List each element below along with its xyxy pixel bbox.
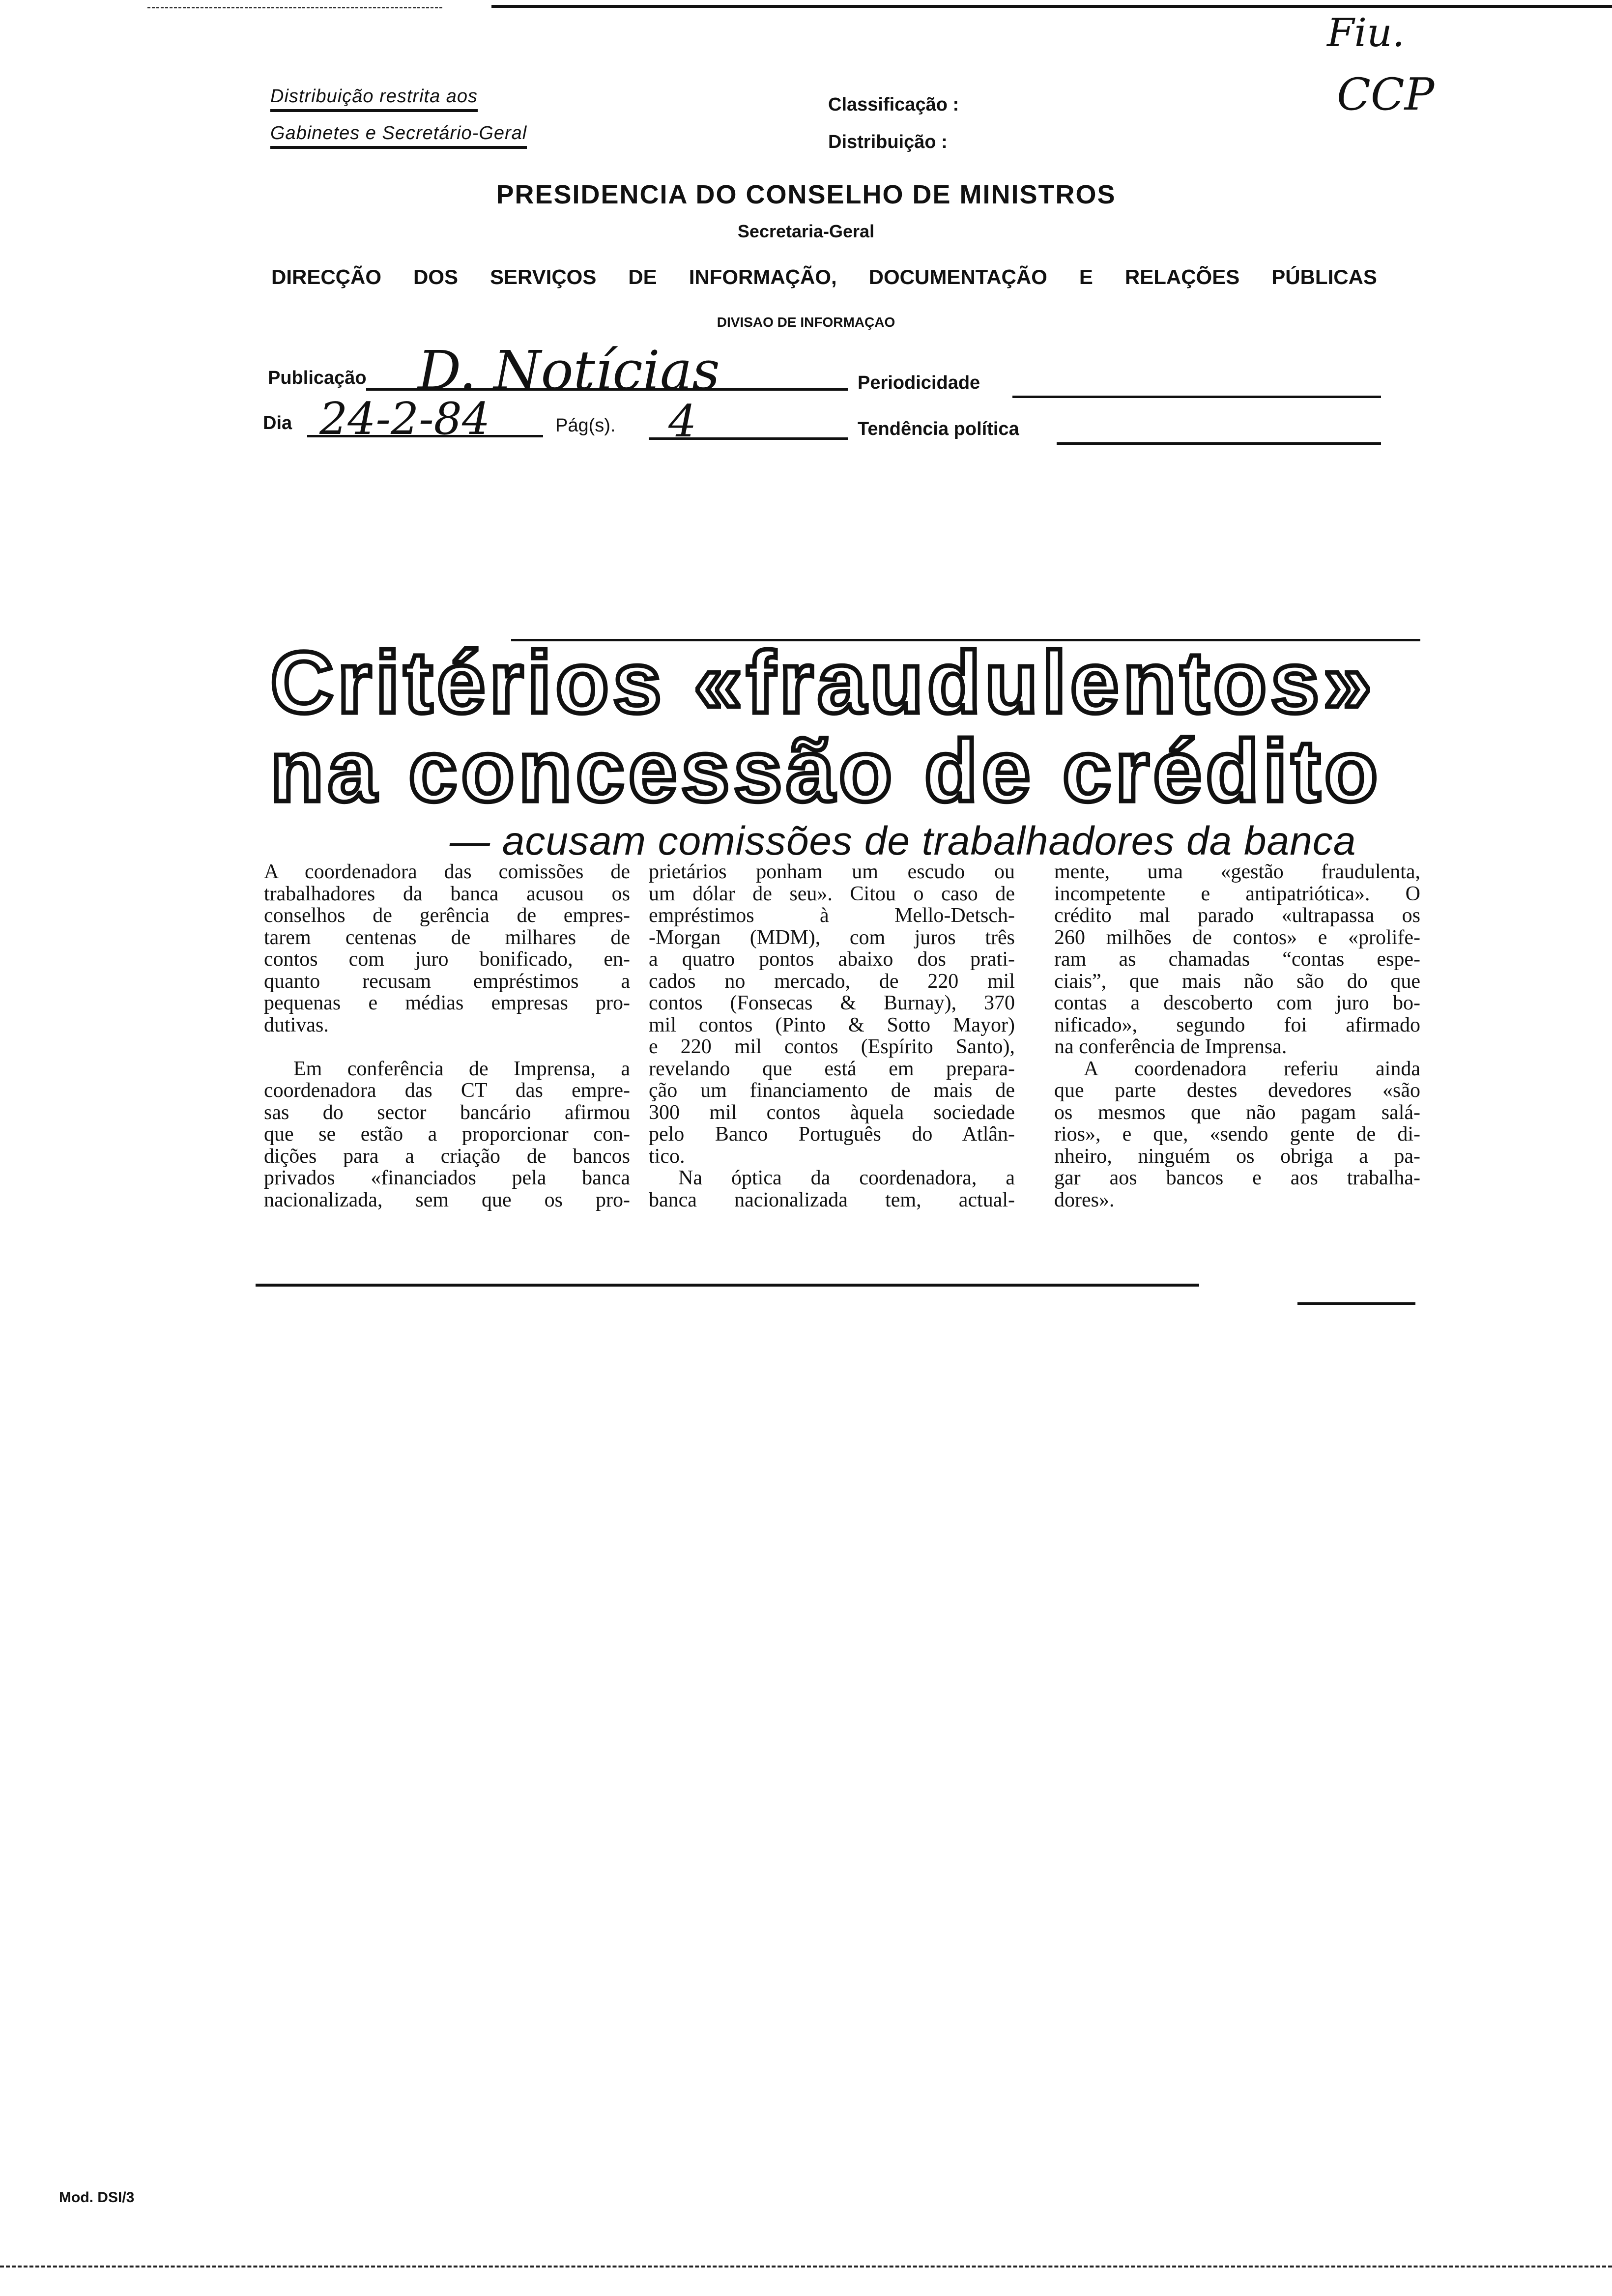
handwritten-annotation: CCP [1337,69,1435,120]
periodicidade-label: Periodicidade [858,373,980,393]
article-text-line: ram as chamadas “contas espe- [1054,948,1420,971]
directorate-word: DE [628,265,657,288]
scan-edge-line [147,7,442,8]
headline-line: na concessão de crédito [270,722,1382,820]
article-text-line: rios», e que, «sendo gente de di- [1054,1123,1420,1146]
article-text-line: que parte destes devedores «são [1054,1079,1420,1102]
article-text-line: contas a descoberto com juro bo- [1054,992,1420,1014]
article-bottom-rule [256,1284,1199,1287]
article-text-line: prietários ponham um escudo ou [649,861,1015,883]
article-text-line: mil contos (Pinto & Sotto Mayor) [649,1013,1015,1036]
article-text-line: trabalhadores da banca acusou os [264,882,630,905]
article-text-line: dições para a criação de bancos [264,1145,630,1168]
ministry-title: PRESIDENCIA DO CONSELHO DE MINISTROS [496,180,1116,209]
article-text-line: tico. [649,1145,685,1168]
article-text-line: A coordenadora das comissões de [264,861,630,883]
article-bottom-rule [1297,1302,1415,1305]
article-text-line: contos com juro bonificado, en- [264,948,630,971]
tendencia-label: Tendência política [858,419,1019,439]
distribution-note-line: Gabinetes e Secretário-Geral [270,123,527,149]
pags-value: 4 [668,396,697,447]
publicacao-value: D. Notícias [418,339,720,402]
article-text-line: contos (Fonsecas & Burnay), 370 [649,992,1015,1014]
directorate-word: DIRECÇÃO [271,265,382,288]
directorate-word: SERVIÇOS [490,265,597,288]
article-column [649,861,1015,1211]
article-text-line: -Morgan (MDM), com juros três [649,926,1015,949]
directorate-word: DOS [413,265,459,288]
article-text-line: revelando que está em prepara- [649,1057,1015,1080]
scan-edge-line [491,5,1612,8]
article-text-line: nificado», segundo foi afirmado [1054,1013,1420,1036]
article-text-line: ciais”, que mais não são do que [1054,970,1420,993]
article-text-line: incompetente e antipatriótica». O [1054,882,1420,905]
handwritten-annotation: Fiu. [1327,10,1405,56]
article-text-line: nacionalizada, sem que os pro- [264,1188,630,1211]
article-text-line: conselhos de gerência de empres- [264,904,630,927]
directorate-word: DOCUMENTAÇÃO [868,265,1047,288]
dia-label: Dia [263,413,292,433]
article-text-line: dutivas. [264,1013,329,1036]
article-text-line: gar aos bancos e aos trabalha- [1054,1167,1420,1189]
article-text-line: A coordenadora referiu ainda [1084,1057,1420,1080]
article-text-line: 260 milhões de contos» e «prolife- [1054,926,1420,949]
division-label: DIVISAO DE INFORMAÇAO [717,315,895,330]
article-text-line: 300 mil contos àquela sociedade [649,1101,1015,1124]
article-text-line: pelo Banco Português do Atlân- [649,1123,1015,1146]
classificacao-label: Classificação : [828,94,959,115]
article-text-line [264,1036,630,1058]
distribuicao-label: Distribuição : [828,132,948,152]
article-text-line: banca nacionalizada tem, actual- [649,1188,1015,1211]
article-column [264,861,630,1211]
article-text-line: os mesmos que não pagam salá- [1054,1101,1420,1124]
article-text-line: privados «financiados pela banca [264,1167,630,1189]
article-text-line: coordenadora das CT das empre- [264,1079,630,1102]
article-text-line: nheiro, ninguém os obriga a pa- [1054,1145,1420,1168]
directorate-word: PÚBLICAS [1271,265,1377,288]
article-column [1054,861,1420,1211]
article-text-line: quanto recusam empréstimos a [264,970,630,993]
pags-label: Pág(s). [555,415,616,436]
tendencia-field [1057,442,1381,445]
article-text-line: pequenas e médias empresas pro- [264,992,630,1014]
article-text-line: a quatro pontos abaixo dos prati- [649,948,1015,971]
ministry-subtitle: Secretaria-Geral [737,221,875,241]
article-text-line: cados no mercado, de 220 mil [649,970,1015,993]
directorate-word: RELAÇÕES [1124,265,1240,288]
article-text-line: um dólar de seu». Citou o caso de [649,882,1015,905]
article-text-line: Em conferência de Imprensa, a [293,1057,630,1080]
article-text-line: ção um financiamento de mais de [649,1079,1015,1102]
scan-edge-line [0,2266,1612,2267]
article-text-line: tarem centenas de milhares de [264,926,630,949]
article-text-line: sas do sector bancário afirmou [264,1101,630,1124]
article-text-line: na conferência de Imprensa. [1054,1035,1287,1058]
article-text-line: e 220 mil contos (Espírito Santo), [649,1035,1015,1058]
directorate-word: E [1079,265,1093,288]
publicacao-label: Publicação [268,368,367,388]
directorate-line [271,265,1377,289]
form-code: Mod. DSI/3 [59,2189,135,2206]
article-text-line: mente, uma «gestão fraudulenta, [1054,861,1420,883]
periodicidade-field [1012,396,1381,398]
article-text-line: dores». [1054,1188,1115,1211]
article-text-line: empréstimos à Mello-Detsch- [649,904,1015,927]
distribution-note-line: Distribuição restrita aos [270,86,478,112]
distribution-note [270,86,478,112]
dia-value: 24-2-84 [319,393,490,445]
distribution-note [270,123,527,149]
article-subhead: — acusam comissões de trabalhadores da banca [450,819,1356,863]
directorate-word: INFORMAÇÃO, [689,265,837,288]
article-text-line: Na óptica da coordenadora, a [678,1167,1015,1189]
article-text-line: que se estão a proporcionar con- [264,1123,630,1146]
headline-line: Critérios «fraudulentos» [270,633,1376,731]
article-text-line: crédito mal parado «ultrapassa os [1054,904,1420,927]
